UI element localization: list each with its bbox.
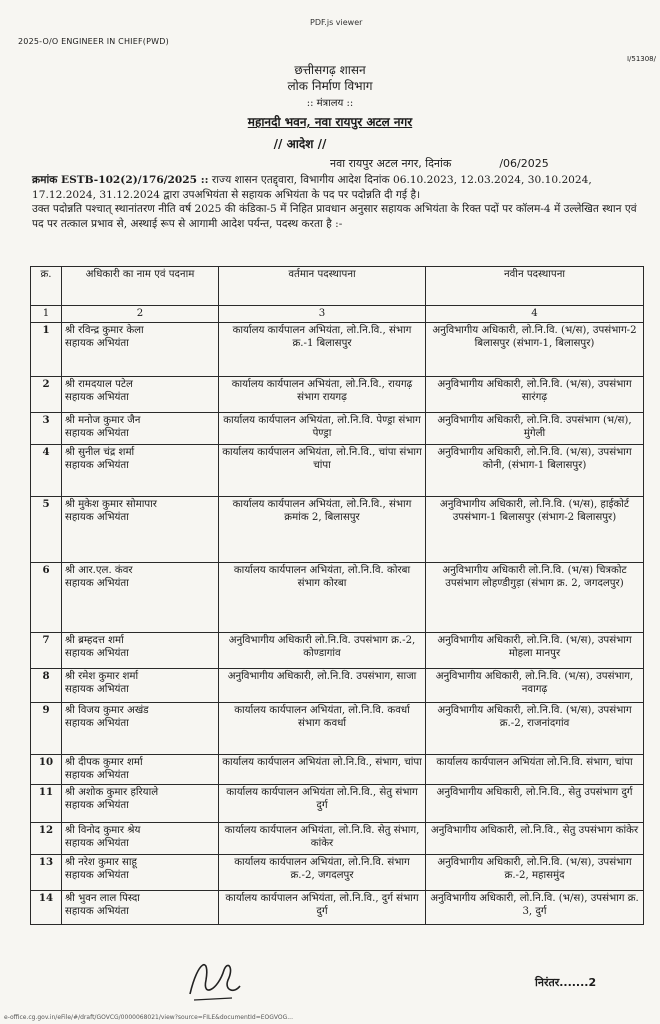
serial-number: 8 (31, 668, 62, 702)
table-row (31, 822, 644, 854)
officer-designation: सहायक अभियंता (65, 512, 129, 523)
new-posting: अनुविभागीय अधिकारी लो.नि.वि. (भ/स) चित्रकोट उपसंभाग लोहण्डीगुड़ा (संभाग क्र. 2, जगदलपुर) (426, 562, 644, 632)
order-title: // आदेश // (273, 137, 327, 151)
officer-name: श्री रमेश कुमार शर्मा (65, 670, 139, 682)
officer-cell (62, 702, 219, 754)
serial-number: 9 (31, 702, 62, 754)
officer-name: श्री मुकेश कुमार सोमापार (65, 498, 157, 510)
officer-cell (62, 854, 219, 890)
col-header-current: वर्तमान पदस्थापना (219, 267, 426, 306)
current-posting: कार्यालय कार्यपालन अभियंता, लो.नि.वि. पेण्ड्रा संभाग पेण्ड्रा (219, 412, 426, 444)
officer-cell (62, 412, 219, 444)
order-body (32, 173, 647, 231)
officer-cell (62, 822, 219, 854)
officer-designation: सहायक अभियंता (65, 838, 129, 849)
ministry-label: :: मंत्रालय :: (306, 98, 354, 109)
table-row (31, 412, 644, 444)
serial-number: 3 (31, 412, 62, 444)
col-number: 4 (426, 306, 644, 323)
officer-designation: सहायक अभियंता (65, 460, 129, 471)
serial-number: 10 (31, 754, 62, 784)
officer-cell (62, 496, 219, 562)
officer-designation: सहायक अभियंता (65, 684, 129, 695)
new-posting: अनुविभागीय अधिकारी, लो.नि.वि. (भ/स), उपसंभाग क्र. 3, दुर्ग (426, 890, 644, 924)
serial-number: 7 (31, 632, 62, 668)
office-address-text: महानदी भवन, नवा रायपुर अटल नगर (247, 115, 413, 129)
order-ref: क्रमांक ESTB-102(2)/176/2025 :: (32, 174, 209, 186)
new-posting: अनुविभागीय अधिकारी, लो.नि.वि., सेतु उपसंभाग कांकेर (426, 822, 644, 854)
signature-mark (184, 950, 244, 1004)
current-posting: कार्यालय कार्यपालन अभियंता, लो.नि.वि., रायगढ़ संभाग रायगढ़ (219, 376, 426, 412)
new-posting: कार्यालय कार्यपालन अभियंता लो.नि.वि. संभाग, चांपा (426, 754, 644, 784)
current-posting: कार्यालय कार्यपालन अभियंता, लो.नि.वि., संभाग क्र.-1 बिलासपुर (219, 322, 426, 376)
new-posting: अनुविभागीय अधिकारी, लो.नि.वि., सेतु उपसंभाग दुर्ग (426, 784, 644, 822)
new-posting: अनुविभागीय अधिकारी, लो.नि.वि. (भ/स), उपसंभाग, नवागढ़ (426, 668, 644, 702)
officer-cell (62, 632, 219, 668)
col-header-sn: क्र. (31, 267, 62, 306)
officer-name: श्री सुनील चंद्र शर्मा (65, 446, 135, 458)
officer-designation: सहायक अभियंता (65, 428, 129, 439)
serial-number: 12 (31, 822, 62, 854)
serial-number: 4 (31, 444, 62, 496)
col-number: 1 (31, 306, 62, 323)
order-paragraph-1 (32, 173, 647, 202)
table-row (31, 754, 644, 784)
eoffice-url: e-office.cg.gov.in/eFile/#/draft/GOVCG/0000068021/view?source=FILE&documentId=EOGVOG... (4, 1014, 293, 1021)
new-posting: अनुविभागीय अधिकारी, लो.नि.वि. (भ/स), उपसंभाग क्र.-2, राजनांदगांव (426, 702, 644, 754)
pdf-viewer-title: PDF.js viewer (310, 18, 363, 27)
continued-marker: निरंतर.......2 (535, 976, 597, 989)
posting-table (30, 266, 644, 925)
current-posting: कार्यालय कार्यपालन अभियंता, लो.नि.वि. कोरबा संभाग कोरबा (219, 562, 426, 632)
file-reference-right: I/51308/ (626, 55, 656, 63)
officer-name: श्री नरेश कुमार साहू (65, 856, 137, 868)
date-value: /06/2025 (499, 157, 549, 170)
current-posting: कार्यालय कार्यपालन अभियंता लो.नि.वि., सेतु संभाग दुर्ग (219, 784, 426, 822)
officer-name: श्री रविन्द्र कुमार केला (65, 324, 144, 336)
officer-cell (62, 322, 219, 376)
officer-designation: सहायक अभियंता (65, 578, 129, 589)
officer-cell (62, 668, 219, 702)
officer-cell (62, 376, 219, 412)
order-paragraph-2: उक्त पदोन्नति पश्चात् स्थानांतरण नीति वर्ष 2025 की कंडिका-5 में निहित प्रावधान अनुसार सहायक अभियंता के रिक्त पदों पर कॉलम-4 में उल्लेखित स्थान एवं पद पर तत्काल प्रभाव से, अस्थाई रूप से आगामी आदेश पर्यन्त, पदस्थ करता है :- (32, 203, 637, 230)
order-text-1: राज्य शासन एतद्द्वारा, विभागीय आदेश दिनांक 06.10.2023, 12.03.2024, 30.10.2024, 17.12.2024, 31.12.2024 द्वारा उपअभियंता से सहायक अभियंता के पद पर पदोन्नति दी गई है। (32, 174, 592, 201)
col-number: 2 (62, 306, 219, 323)
table-row (31, 562, 644, 632)
serial-number: 5 (31, 496, 62, 562)
officer-designation: सहायक अभियंता (65, 906, 129, 917)
table-row (31, 702, 644, 754)
file-reference-left: 2025-O/O ENGINEER IN CHIEF(PWD) (18, 37, 169, 46)
officer-designation: सहायक अभियंता (65, 800, 129, 811)
current-posting: कार्यालय कार्यपालन अभियंता, लो.नि.वि. संभाग क्र.-2, जगदलपुर (219, 854, 426, 890)
current-posting: कार्यालय कार्यपालन अभियंता, लो.नि.वि. कवर्धा संभाग कवर्धा (219, 702, 426, 754)
table-row (31, 632, 644, 668)
current-posting: अनुविभागीय अधिकारी लो.नि.वि. उपसंभाग क्र.-2, कोण्डागांव (219, 632, 426, 668)
serial-number: 13 (31, 854, 62, 890)
table-row (31, 784, 644, 822)
govt-name: छत्तीसगढ़ शासन (294, 63, 366, 77)
current-posting: कार्यालय कार्यपालन अभियंता लो.नि.वि., संभाग, चांपा (219, 754, 426, 784)
new-posting: अनुविभागीय अधिकारी, लो.नि.वि. उपसंभाग (भ/स), मुंगेली (426, 412, 644, 444)
department-name: लोक निर्माण विभाग (287, 79, 373, 93)
current-posting: कार्यालय कार्यपालन अभियंता, लो.नि.वि., संभाग क्रमांक 2, बिलासपुर (219, 496, 426, 562)
date-place: नवा रायपुर अटल नगर, दिनांक (330, 157, 452, 170)
officer-designation: सहायक अभियंता (65, 870, 129, 881)
serial-number: 11 (31, 784, 62, 822)
officer-name: श्री भुवन लाल पिस्दा (65, 892, 140, 904)
table-row (31, 890, 644, 924)
new-posting: अनुविभागीय अधिकारी, लो.नि.वि. (भ/स), उपसंभाग मोहला मानपुर (426, 632, 644, 668)
officer-name: श्री ब्रम्हदत्त शर्मा (65, 634, 124, 646)
officer-name: श्री अशोक कुमार हरियाले (65, 786, 159, 798)
serial-number: 14 (31, 890, 62, 924)
new-posting: अनुविभागीय अधिकारी, लो.नि.वि. (भ/स), उपसंभाग-2 बिलासपुर (संभाग-1, बिलासपुर) (426, 322, 644, 376)
officer-cell (62, 562, 219, 632)
serial-number: 1 (31, 322, 62, 376)
new-posting: अनुविभागीय अधिकारी, लो.नि.वि. (भ/स), उपसंभाग सारंगढ़ (426, 376, 644, 412)
table-number-row (31, 306, 644, 323)
officer-cell (62, 754, 219, 784)
table-row (31, 496, 644, 562)
new-posting: अनुविभागीय अधिकारी, लो.नि.वि. (भ/स), हाईकोर्ट उपसंभाग-1 बिलासपुर (संभाग-2 बिलासपुर) (426, 496, 644, 562)
officer-designation: सहायक अभियंता (65, 338, 129, 349)
current-posting: कार्यालय कार्यपालन अभियंता, लो.नि.वि., दुर्ग संभाग दुर्ग (219, 890, 426, 924)
current-posting: कार्यालय कार्यपालन अभियंता, लो.नि.वि. सेतु संभाग, कांकेर (219, 822, 426, 854)
date-line (330, 156, 549, 171)
col-header-name: अधिकारी का नाम एवं पदनाम (62, 267, 219, 306)
officer-cell (62, 784, 219, 822)
serial-number: 2 (31, 376, 62, 412)
serial-number: 6 (31, 562, 62, 632)
col-number: 3 (219, 306, 426, 323)
officer-name: श्री दीपक कुमार शर्मा (65, 756, 143, 768)
current-posting: कार्यालय कार्यपालन अभियंता, लो.नि.वि., चांपा संभाग चांपा (219, 444, 426, 496)
table-row (31, 668, 644, 702)
officer-designation: सहायक अभियंता (65, 648, 129, 659)
officer-designation: सहायक अभियंता (65, 718, 129, 729)
table-row (31, 322, 644, 376)
current-posting: अनुविभागीय अधिकारी, लो.नि.वि. उपसंभाग, साजा (219, 668, 426, 702)
new-posting: अनुविभागीय अधिकारी, लो.नि.वि. (भ/स), उपसंभाग क्र.-2, महासमुंद (426, 854, 644, 890)
officer-cell (62, 444, 219, 496)
officer-cell (62, 890, 219, 924)
table-row (31, 376, 644, 412)
officer-designation: सहायक अभियंता (65, 392, 129, 403)
officer-name: श्री मनोज कुमार जैन (65, 414, 141, 426)
officer-name: श्री विजय कुमार अखंड (65, 704, 149, 716)
table-header-row (31, 267, 644, 306)
officer-name: श्री रामदयाल पटेल (65, 378, 133, 390)
office-address (0, 113, 660, 130)
officer-designation: सहायक अभियंता (65, 770, 129, 781)
col-header-new: नवीन पदस्थापना (426, 267, 644, 306)
table-row (31, 854, 644, 890)
table-row (31, 444, 644, 496)
new-posting: अनुविभागीय अधिकारी, लो.नि.वि. (भ/स), उपसंभाग कोनी, (संभाग-1 बिलासपुर) (426, 444, 644, 496)
officer-name: श्री विनोद कुमार श्रेय (65, 824, 141, 836)
officer-name: श्री आर.एल. कंवर (65, 564, 133, 576)
